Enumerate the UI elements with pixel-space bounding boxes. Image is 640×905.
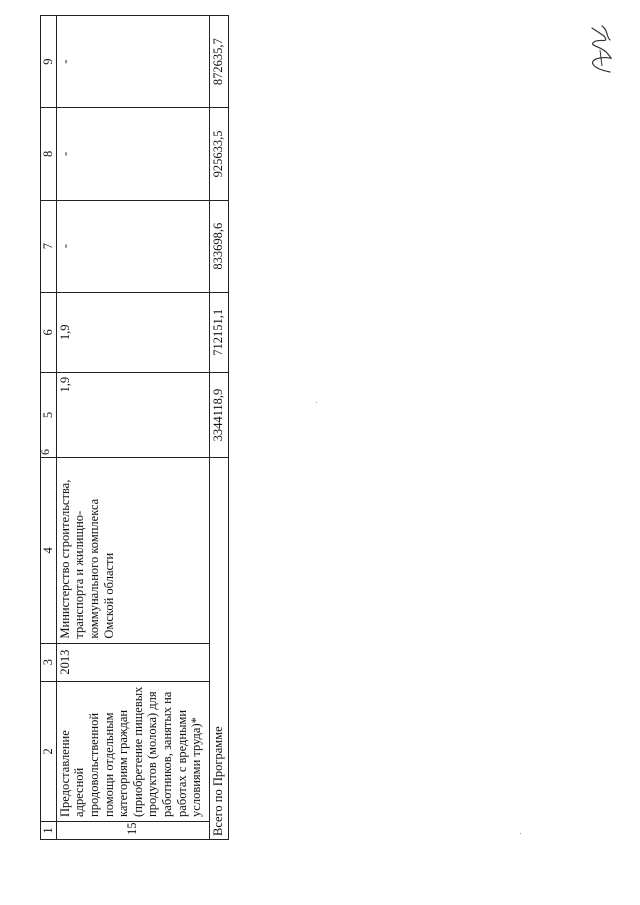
total-col5: 3344118,9	[209, 372, 228, 457]
header-cell: 3	[41, 643, 57, 681]
row-number: 15	[56, 821, 209, 839]
page-number: 6	[38, 449, 52, 455]
program-table	[40, 15, 229, 840]
header-cell: 6	[41, 292, 57, 372]
header-cell: 2	[41, 681, 57, 821]
header-row	[41, 16, 57, 840]
year-cell: 2013	[56, 643, 209, 681]
total-col7: 833698,6	[209, 200, 228, 292]
value-col6: 1,9	[56, 292, 209, 372]
value-col8: -	[56, 108, 209, 200]
total-label: Всего по Программе	[209, 458, 228, 840]
value-col5: 1,9	[56, 372, 209, 457]
header-cell: 1	[41, 821, 57, 839]
speck	[520, 833, 521, 834]
total-row	[209, 16, 228, 840]
header-cell: 5	[41, 372, 57, 457]
header-cell: 9	[41, 16, 57, 108]
table-row	[56, 16, 209, 840]
handwritten-signature	[580, 20, 620, 80]
executor-cell: Министерство строительства, транспорта и жилищно-коммунального комплекса Омской области	[56, 458, 209, 643]
value-col7: -	[56, 200, 209, 292]
value-col9: -	[56, 16, 209, 108]
header-cell: 8	[41, 108, 57, 200]
speck	[316, 402, 317, 403]
total-col6: 712151,1	[209, 292, 228, 372]
header-cell: 7	[41, 200, 57, 292]
total-col8: 925633,5	[209, 108, 228, 200]
measure-name: Предоставление адресной продовольственной помощи отдельным категориям граждан (приобретение пищевых продуктов (молока) для работников, занятых на работах с вредными условиями труда)*	[56, 681, 209, 821]
header-cell: 4	[41, 458, 57, 643]
total-col9: 872635,7	[209, 16, 228, 108]
